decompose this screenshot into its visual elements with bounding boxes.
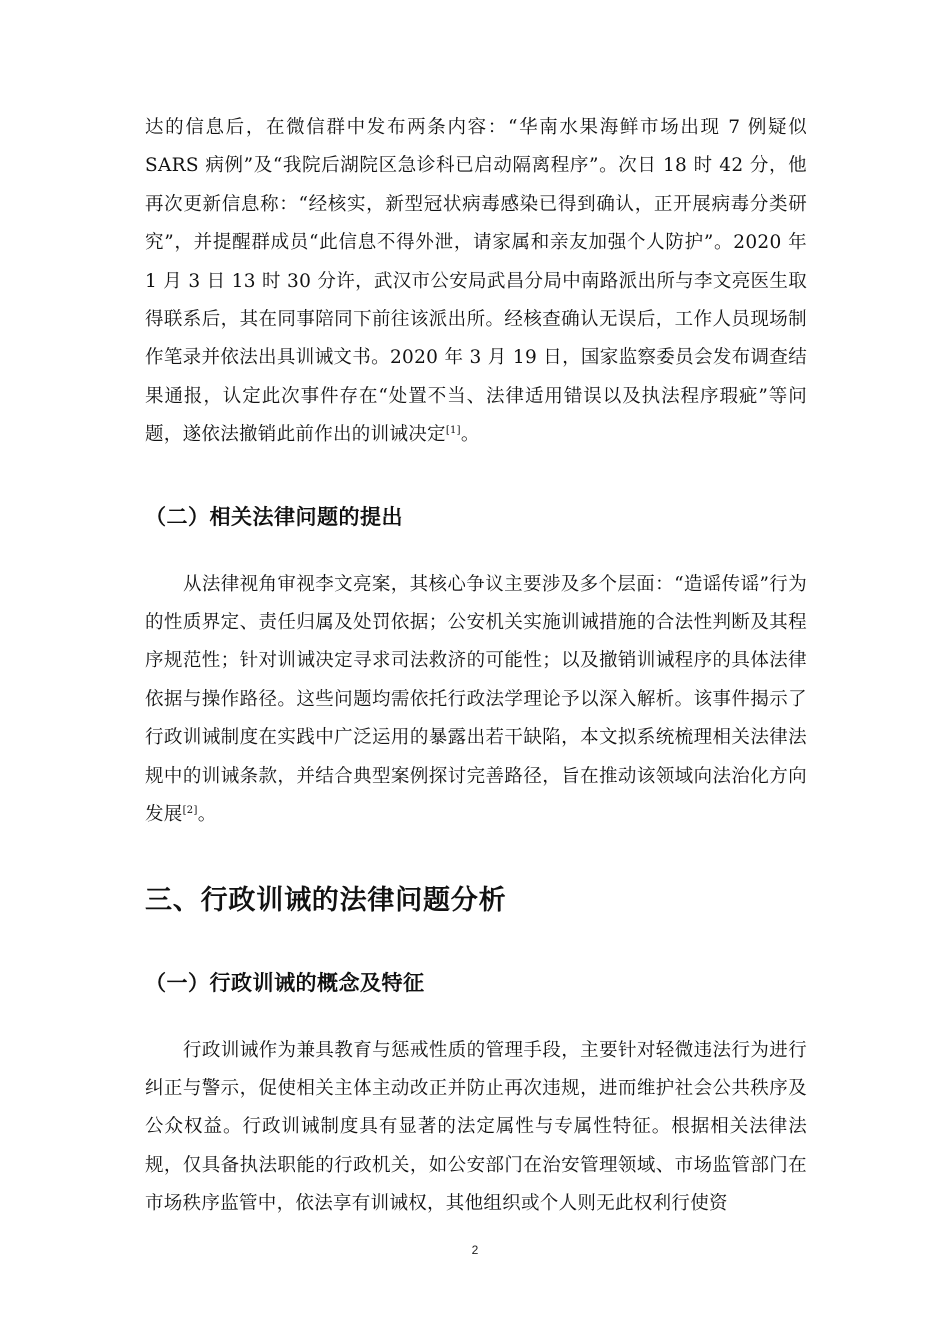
paragraph-case-background [145, 109, 807, 455]
chapter-heading: 三、行政训诫的法律问题分析 [145, 884, 507, 916]
page-number: 2 [471, 1243, 479, 1257]
section-heading-concept: （一）行政训诫的概念及特征 [145, 970, 425, 995]
section-heading-legal-issues: （二）相关法律问题的提出 [145, 504, 403, 529]
page-content [145, 109, 807, 1224]
paragraph-end-punct: 。 [460, 424, 480, 446]
paragraph-end-punct: 。 [197, 804, 217, 826]
paragraph-concept: 行政训诫作为兼具教育与惩戒性质的管理手段，主要针对轻微违法行为进行纠正与警示，促使相关主体主动改正并防止再次违规，进而维护社会公共秩序及公众权益。行政训诫制度具有显著的法定属性与专属性特征。根据相关法律法规，仅具备执法职能的行政机关，如公安部门在治安管理领域、市场监管部门在市场秩序监管中，依法享有训诫权，其他组织或个人则无此权利行使资 [145, 1039, 807, 1215]
paragraph-text: 达的信息后，在微信群中发布两条内容：“华南水果海鲜市场出现 7 例疑似 SARS 病例”及“我院后湖院区急诊科已启动隔离程序”。次日 18 时 42 分，他再次更新信息称：“经核实，新型冠状病毒感染已得到确认，正开展病毒分类研究”，并提醒群成员“此信息不得外泄，请家属和亲友加强个人防护”。2020 年 1 月 3 日 13 时 30 分许，武汉市公安局武昌分局中南路派出所与李文亮医生取得联系后，其在同事陪同下前往该派出所。经核查确认无误后，工作人员现场制作笔录并依法出具训诫文书。2020 年 3 月 19 日，国家监察委员会发布调查结果通报，认定此次事件存在“处置不当、法律适用错误以及执法程序瑕疵”等问题，遂依法撤销此前作出的训诫决定 [145, 117, 807, 446]
citation-ref-1[interactable]: [1] [445, 425, 461, 437]
paragraph-legal-issues [145, 566, 807, 835]
paragraph-text: 从法律视角审视李文亮案，其核心争议主要涉及多个层面：“造谣传谣”行为的性质界定、责任归属及处罚依据；公安机关实施训诫措施的合法性判断及其程序规范性；针对训诫决定寻求司法救济的可能性；以及撤销训诫程序的具体法律依据与操作路径。这些问题均需依托行政法学理论予以深入解析。该事件揭示了行政训诫制度在实践中广泛运用的暴露出若干缺陷，本文拟系统梳理相关法律法规中的训诫条款，并结合典型案例探讨完善路径，旨在推动该领域向法治化方向发展 [145, 573, 807, 826]
citation-ref-2[interactable]: [2] [182, 804, 198, 816]
